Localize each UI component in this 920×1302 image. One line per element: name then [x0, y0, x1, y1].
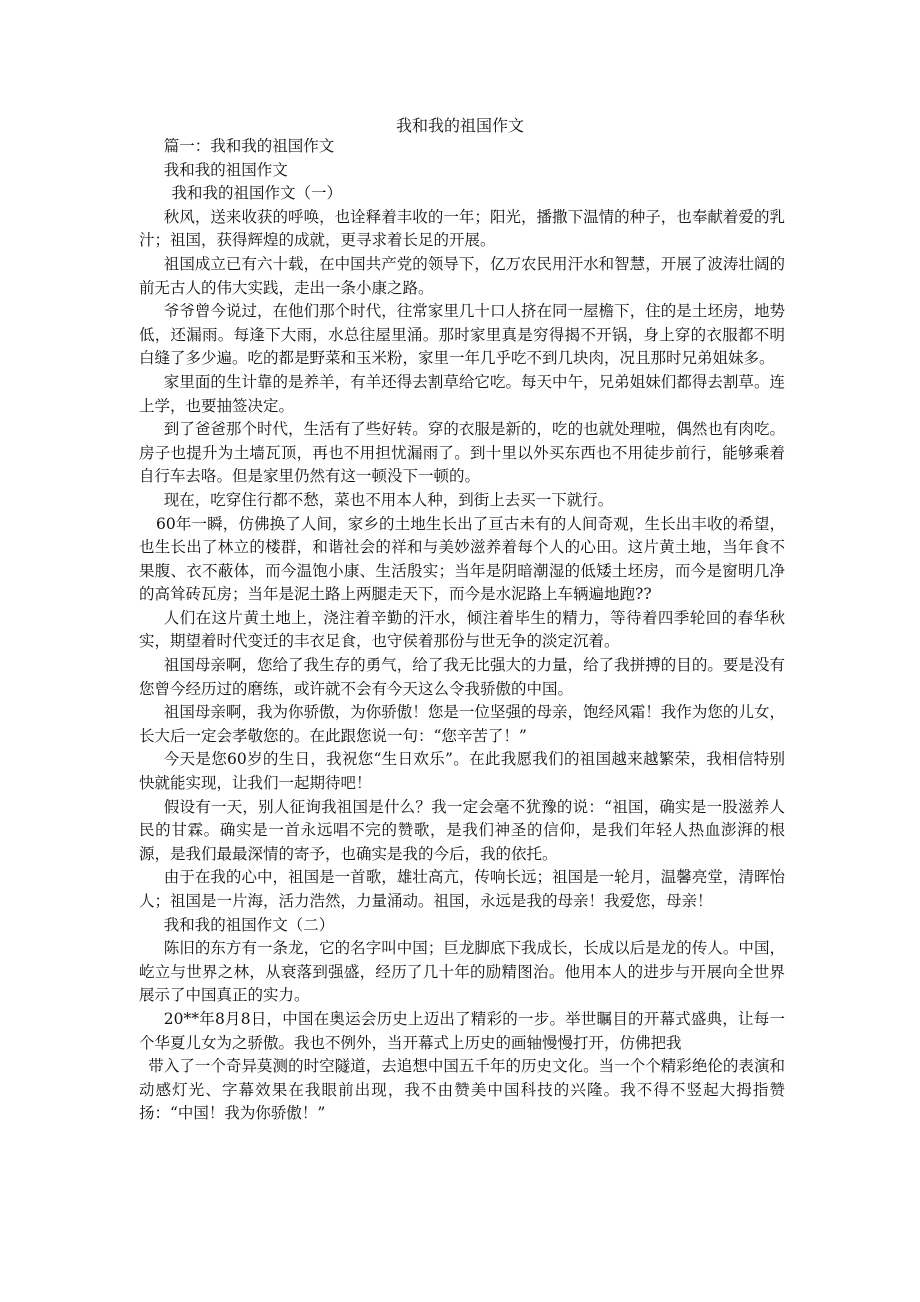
paragraph: 爷爷曾今说过，在他们那个时代，往常家里几十口人挤在同一屋檐下，住的是土坯房，地势低，还漏雨。每逢下大雨，水总往屋里涌。那时家里真是穷得揭不开锅，身上穿的衣服都不明白缝了多少遍。吃的都是野菜和玉米粉，家里一年几乎吃不到几块肉，况且那时兄弟姐妹多。	[139, 302, 785, 368]
paragraph: 家里面的生计靠的是养羊，有羊还得去割草给它吃。每天中午，兄弟姐妹们都得去割草。连上学，也要抽签决定。	[139, 372, 785, 415]
paragraph: 秋风，送来收获的呼唤，也诠释着丰收的一年；阳光，播撒下温情的种子，也奉献着爱的乳汁；祖国，获得辉煌的成就，更寻求着长足的开展。	[139, 207, 785, 250]
paragraph: 带入了一个奇异莫测的时空隧道，去追想中国五千年的历史文化。当一个个精彩绝伦的表演和动感灯光、字幕效果在我眼前出现，我不由赞美中国科技的兴隆。我不得不竖起大拇指赞扬：“中国！我为你骄傲！”	[139, 1057, 785, 1123]
paragraph: 祖国母亲啊，您给了我生存的勇气，给了我无比强大的力量，给了我拼搏的目的。要是没有您曾今经历过的磨练，或许就不会有今天这么令我骄傲的中国。	[139, 656, 785, 698]
essay-heading: 我和我的祖国作文（一）	[171, 184, 343, 203]
paragraph: 现在，吃穿住行都不愁，菜也不用本人种，到街上去买一下就行。	[163, 490, 614, 509]
paragraph: 人们在这片黄土地上，浇注着辛勤的汗水，倾注着毕生的精力，等待着四季轮回的春华秋实，期望着时代变迁的丰衣足食，也守侯着那份与世无争的淡定沉着。	[139, 608, 785, 651]
paragraph: 到了爸爸那个时代，生活有了些好转。穿的衣服是新的，吃的也就处理啦，偶然也有肉吃。房子也提升为土墙瓦顶，再也不用担忧漏雨了。到十里以外买东西也不用徒步前行，能够乘着自行车去咯。但是家里仍然有这一顿没下一顿的。	[139, 420, 785, 486]
paragraph: 由于在我的心中，祖国是一首歌，雄壮高亢，传响长远；祖国是一轮月，温馨亮堂，清晖怡人；祖国是一片海，活力浩然，力量涌动。祖国，永远是我的母亲！我爱您，母亲！	[139, 868, 785, 910]
document-body	[139, 135, 785, 1126]
paragraph: 今天是您60岁的生日，我祝您“生日欢乐”。在此我愿我们的祖国越来越繁荣，我相信特别快就能实现，让我们一起期待吧！	[139, 750, 785, 793]
document-title: 我和我的祖国作文	[395, 116, 524, 135]
paragraph: 假设有一天，别人征询我祖国是什么？我一定会毫不犹豫的说：“祖国，确实是一股滋养人民的甘霖。确实是一首永远唱不完的赞歌，是我们神圣的信仰，是我们年轻人热血澎湃的根源，是我们最最深情的寄予，也确实是我的今后，我的依托。	[139, 797, 785, 863]
section-heading: 篇一：我和我的祖国作文	[163, 137, 335, 155]
paragraph: 祖国母亲啊，我为你骄傲，为你骄傲！您是一位坚强的母亲，饱经风霜！我作为您的儿女，长大后一定会孝敬您的。在此跟您说一句：“您辛苦了！”	[139, 703, 785, 745]
essay-heading: 我和我的祖国作文（二）	[163, 915, 335, 934]
paragraph: 陈旧的东方有一条龙，它的名字叫中国；巨龙脚底下我成长，长成以后是龙的传人。中国，屹立与世界之林，从衰落到强盛，经历了几十年的励精图治。他用本人的进步与开展向全世界展示了中国真正的实力。	[139, 939, 785, 1005]
paragraph: 60年一瞬，仿佛换了人间，家乡的土地生长出了亘古未有的人间奇观，生长出丰收的希望，也生长出了林立的楼群，和谐社会的祥和与美妙滋养着每个人的心田。这片黄土地，当年食不果腹、衣不蔽体，而今温饱小康、生活殷实；当年是阴暗潮湿的低矮土坯房，而今是窗明几净的高耸砖瓦房；当年是泥土路上两腿走天下，而今是水泥路上车辆遍地跑??	[139, 514, 785, 604]
paragraph: 20**年8月8日，中国在奥运会历史上迈出了精彩的一步。举世瞩目的开幕式盛典，让每一个华夏儿女为之骄傲。我也不例外，当开幕式上历史的画轴慢慢打开，仿佛把我	[139, 1009, 785, 1052]
subheading: 我和我的祖国作文	[163, 160, 288, 179]
paragraph: 祖国成立已有六十载，在中国共产党的领导下，亿万农民用汗水和智慧，开展了波涛壮阔的前无古人的伟大实践，走出一条小康之路。	[139, 254, 785, 297]
